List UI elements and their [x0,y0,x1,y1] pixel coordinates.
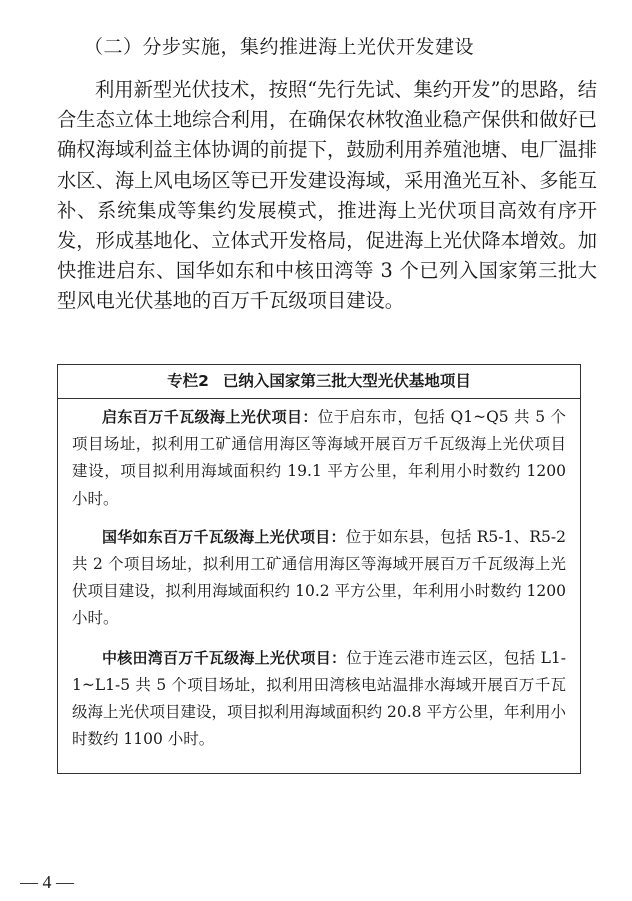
project-item [58,645,580,754]
project-item [58,404,580,513]
feature-box [57,364,581,774]
box-label: 专栏2 [167,372,209,390]
section-heading: （二）分步实施，集约推进海上光伏开发建设 [84,36,475,58]
project-name: 启东百万千瓦级海上光伏项目： [102,408,318,426]
project-description: 位于连云港市连云区，包括 L1-1~L1-5 共 5 个项目场址，拟利用田湾核电站温排水海域开展百万千瓦级海上光伏项目建设，项目拟利用海域面积约 20.8 平方公里，年利用小时数约 1100 小时。 [72,648,566,749]
project-name: 中核田湾百万千瓦级海上光伏项目： [102,648,347,667]
box-title: 已纳入国家第三批大型光伏基地项目 [222,372,471,390]
project-description: 位于启东市，包括 Q1~Q5 共 5 个项目场址，拟利用工矿通信用海区等海域开展百万千瓦级海上光伏项目建设，项目拟利用海域面积约 19.1 平方公里，年利用小时数约 1200 小时。 [72,408,566,508]
project-name: 国华如东百万千瓦级海上光伏项目： [102,527,346,546]
project-description: 位于如东县，包括 R5-1、R5-2 共 2 个项目场址，拟利用工矿通信用海区等海域开展百万千瓦级海上光伏项目建设，拟利用海域面积约 10.2 平方公里，年利用小时数约 1200 小时。 [72,527,566,628]
page-number: — 4 — [20,872,74,892]
project-item [58,524,580,633]
body-paragraph: 利用新型光伏技术，按照“先行先试、集约开发”的思路，结合生态立体土地综合利用，在确保农林牧渔业稳产保供和做好已确权海域利益主体协调的前提下，鼓励利用养殖池塘、电厂温排水区、海上风电场区等已开发建设海域，采用渔光互补、多能互补、系统集成等集约发展模式，推进海上光伏项目高效有序开发，形成基地化、立体式开发格局，促进海上光伏降本增效。加快推进启东、国华如东和中核田湾等 3 个已列入国家第三批大型风电光伏基地的百万千瓦级项目建设。 [57,78,597,313]
box-header [58,365,580,399]
